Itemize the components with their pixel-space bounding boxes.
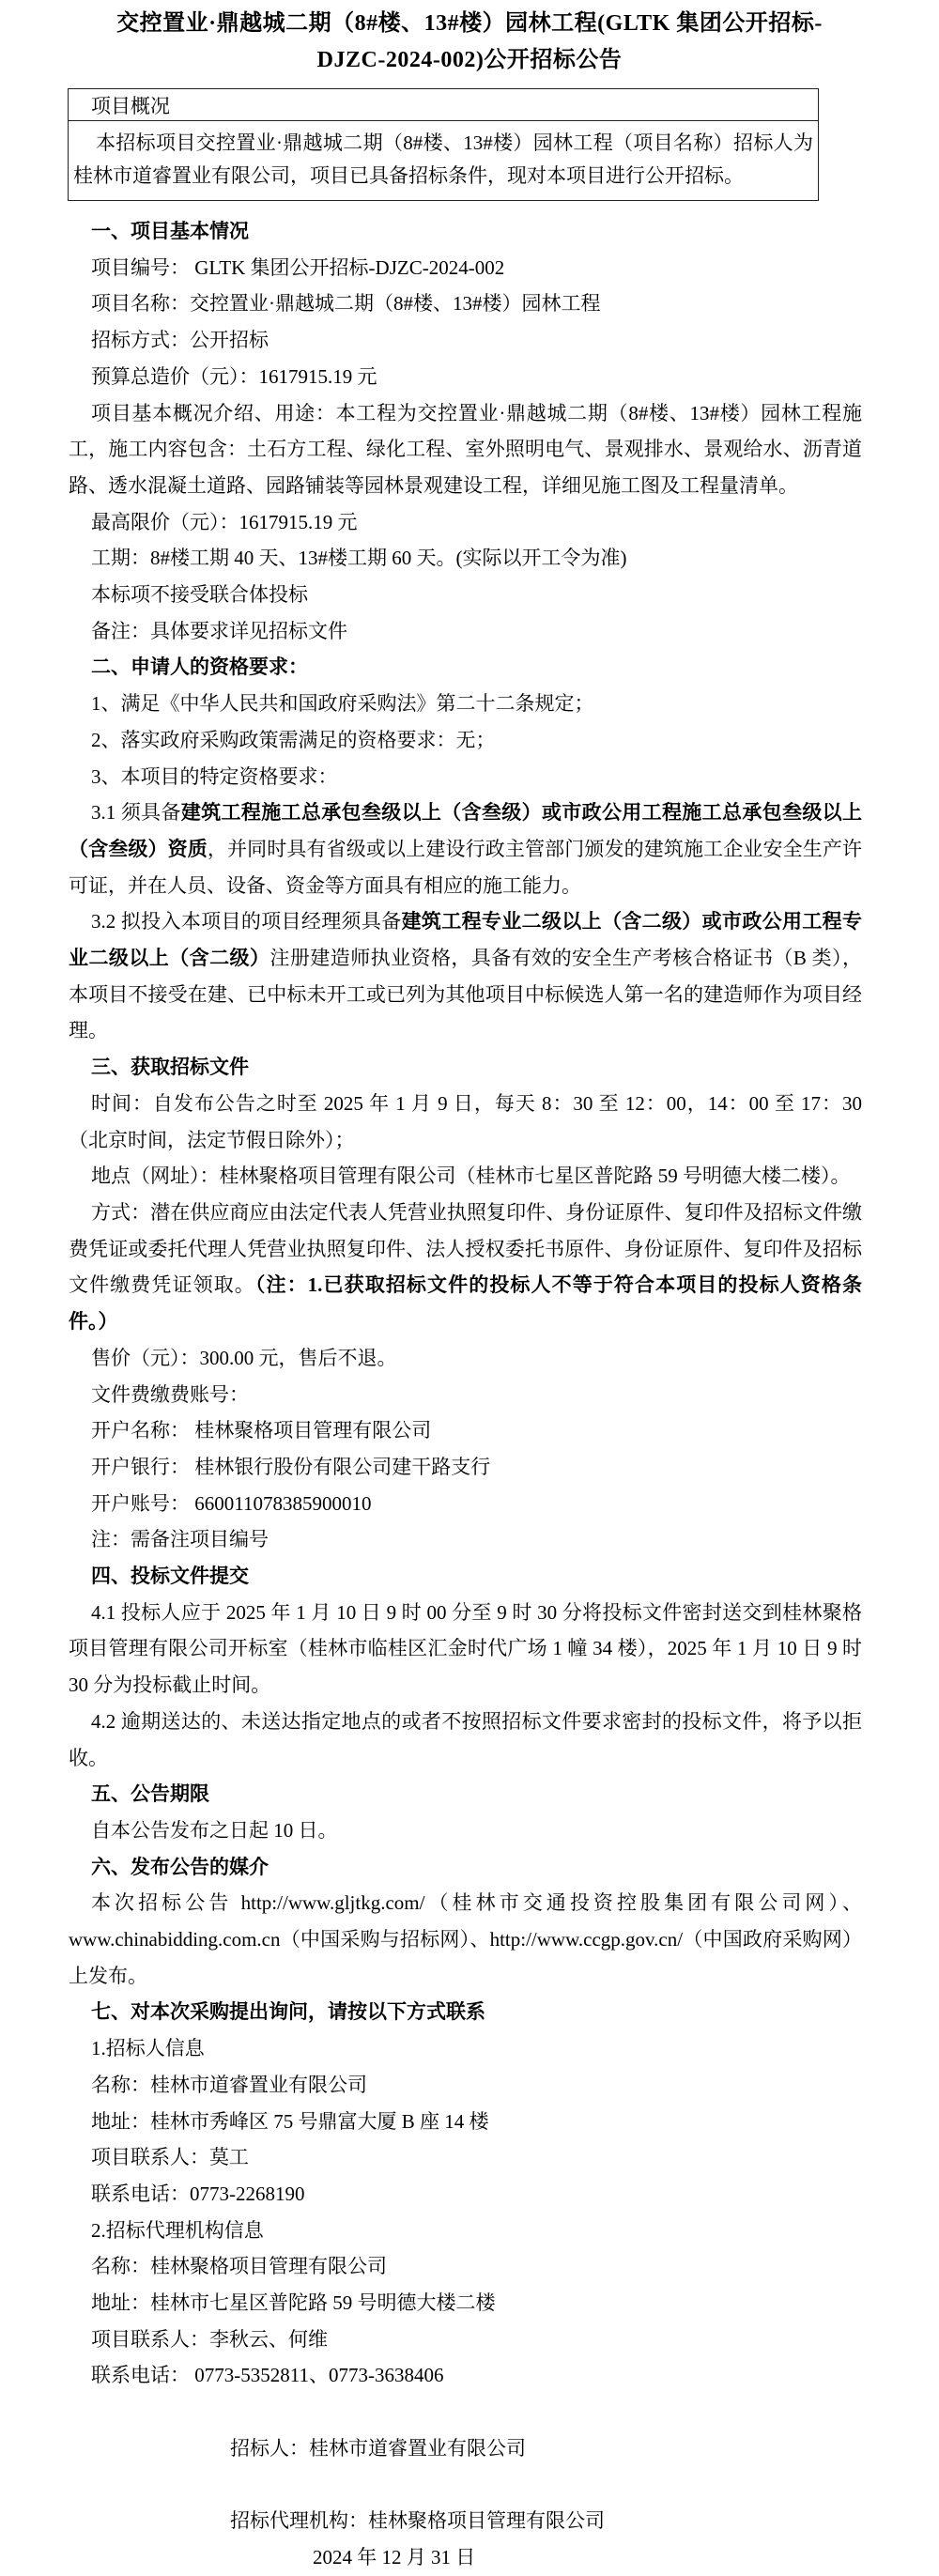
text-run: 方式：潜在供应商应由法定代表人凭营业执照复印件、身份证原件、复印件及招标文件缴费凭证或委托代理人凭营业执照复印件、法人授权委托书原件、身份证原件、复印件及招标文件缴费凭证领取。 bbox=[69, 1200, 862, 1297]
text-run: 4.1 投标人应于 2025 年 1 月 10 日 9 时 00 分至 9 时 30 分将投标文件密封送交到桂林聚格项目管理有限公司开标室（桂林市临桂区汇金时代广场 1 幢 34 楼），2025 年 1 月 10 日 9 时 30 分为投标截止时间。 bbox=[69, 1600, 862, 1697]
paragraph bbox=[69, 504, 862, 541]
text-run: 2.招标代理机构信息 bbox=[91, 2218, 264, 2242]
paragraph bbox=[69, 722, 862, 759]
text-run: 本标项不接受联合体投标 bbox=[91, 583, 308, 607]
overview-body-cell: 本招标项目交控置业·鼎越城二期（8#楼、13#楼）园林工程（项目名称）招标人为桂林市道睿置业有限公司，项目已具备招标条件，现对本项目进行公开招标。 bbox=[69, 121, 819, 201]
overview-body-row bbox=[69, 121, 819, 201]
section-heading bbox=[69, 1849, 862, 1886]
text-run: 注册建造师执业资格，具备有效的安全生产考核合格证书（B 类），本项目不接受在建、已中标未开工或已列为其他项目中标候选人第一名的建造师作为项目经理。 bbox=[69, 947, 862, 1042]
text-run: 一、项目基本情况 bbox=[91, 220, 249, 242]
text-run: 备注：具体要求详见招标文件 bbox=[91, 619, 347, 642]
text-run: 名称：桂林市道睿置业有限公司 bbox=[91, 2073, 367, 2096]
paragraph bbox=[69, 2213, 862, 2249]
text-run: 售价（元）：300.00 元，售后不退。 bbox=[91, 1346, 397, 1369]
spacer-line bbox=[69, 2394, 862, 2430]
text-run: 招标代理机构：桂林聚格项目管理有限公司 bbox=[230, 2509, 605, 2533]
paragraph bbox=[69, 2030, 862, 2067]
paragraph bbox=[69, 1595, 862, 1704]
paragraph bbox=[69, 2321, 862, 2358]
text-run: 开户名称： 桂林聚格项目管理有限公司 bbox=[91, 1419, 432, 1442]
paragraph bbox=[69, 1340, 862, 1377]
text-run: ，并同时具有省级或以上建设行政主管部门颁发的建筑施工企业安全生产许可证，并在人员、设备、资金等方面具有相应的施工能力。 bbox=[69, 837, 863, 897]
text-run: 工期：8#楼工期 40 天、13#楼工期 60 天。(实际以开工令为准) bbox=[91, 547, 627, 570]
text-run: 3.2 拟投入本项目的项目经理须具备 bbox=[91, 910, 402, 933]
paragraph bbox=[69, 285, 862, 322]
text-run: 1.招标人信息 bbox=[91, 2037, 205, 2060]
text-run: 地址：桂林市七星区普陀路 59 号明德大楼二楼 bbox=[91, 2291, 496, 2315]
paragraph bbox=[69, 1812, 862, 1849]
paragraph bbox=[69, 1195, 862, 1340]
text-run: 项目编号： GLTK 集团公开招标-DJZC-2024-002 bbox=[91, 255, 505, 279]
text-run: 自本公告发布之日起 10 日。 bbox=[91, 1818, 338, 1842]
text-run: 联系电话： 0773-5352811、0773-3638406 bbox=[91, 2364, 444, 2387]
paragraph bbox=[69, 540, 862, 577]
text-run: 开户银行： 桂林银行股份有限公司建干路支行 bbox=[91, 1455, 491, 1478]
section-heading bbox=[69, 649, 862, 686]
paragraph bbox=[69, 686, 862, 722]
document-body bbox=[69, 213, 862, 2576]
section-heading bbox=[69, 213, 862, 250]
paragraph bbox=[69, 2248, 862, 2285]
text-run: 项目联系人：莫工 bbox=[91, 2146, 249, 2169]
paragraph bbox=[69, 613, 862, 650]
text-run: 联系电话：0773-2268190 bbox=[91, 2182, 305, 2205]
date-line bbox=[69, 2539, 862, 2576]
text-run: 开户账号： 660011078385900010 bbox=[91, 1491, 372, 1515]
paragraph bbox=[69, 1704, 862, 1776]
text-run: 三、获取招标文件 bbox=[91, 1056, 249, 1079]
text-run: 注：需备注项目编号 bbox=[91, 1528, 269, 1551]
text-run: 五、公告期限 bbox=[91, 1782, 209, 1806]
text-run: 七、对本次采购提出询问，请按以下方式联系 bbox=[91, 2000, 485, 2024]
spacer-line bbox=[69, 2467, 862, 2504]
text-run: 2024 年 12 月 31 日 bbox=[313, 2546, 476, 2568]
section-heading bbox=[69, 1776, 862, 1812]
text-run: 四、投标文件提交 bbox=[91, 1565, 249, 1588]
paragraph bbox=[69, 1486, 862, 1522]
text-run: 项目联系人：李秋云、何维 bbox=[91, 2327, 328, 2351]
paragraph bbox=[69, 1086, 862, 1158]
signature-line bbox=[69, 2430, 862, 2467]
paragraph bbox=[69, 2285, 862, 2321]
text-run: 招标方式：公开招标 bbox=[91, 329, 269, 352]
paragraph bbox=[69, 903, 862, 1049]
text-run: 文件费缴费账号： bbox=[91, 1382, 249, 1406]
text-run: 2、落实政府采购政策需满足的资格要求：无； bbox=[91, 728, 496, 751]
text-run: 4.2 逾期送达的、未送达指定地点的或者不按照招标文件要求密封的投标文件，将予以拒收。 bbox=[69, 1709, 862, 1769]
paragraph bbox=[69, 1158, 862, 1195]
paragraph bbox=[69, 2176, 862, 2213]
document-title: 交控置业·鼎越城二期（8#楼、13#楼）园林工程(GLTK 集团公开招标-DJZC-2024-002)公开招标公告 bbox=[116, 11, 823, 72]
text-run: 项目基本概况介绍、用途：本工程为交控置业·鼎越城二期（8#楼、13#楼）园林工程施工，施工内容包含：土石方工程、绿化工程、室外照明电气、景观排水、景观给水、沥青道路、透水混凝土道路、园路铺装等园林景观建设工程，详细见施工图及工程量清单。 bbox=[69, 401, 862, 497]
text-run: 1、满足《中华人民共和国政府采购法》第二十二条规定； bbox=[91, 692, 594, 716]
paragraph bbox=[69, 1885, 862, 1994]
text-run: 本次招标公告 http://www.gljtkg.com/（桂林市交通投资控股集团有限公司网）、www.chinabidding.com.cn（中国采购与招标网）、http://www.ccgp.gov.cn/（中国政府采购网）上发布。 bbox=[69, 1891, 862, 1987]
text-run: 二、申请人的资格要求： bbox=[91, 656, 308, 679]
section-heading bbox=[69, 1049, 862, 1086]
text-run: 预算总造价（元）：1617915.19 元 bbox=[91, 364, 377, 388]
bold-text-run: 建筑工程专业二级以上（含二级）或市政公用工程专业二级以上（含二级） bbox=[69, 910, 863, 970]
signature-line bbox=[69, 2503, 862, 2539]
paragraph bbox=[69, 2357, 862, 2394]
paragraph bbox=[69, 2139, 862, 2176]
document-page bbox=[0, 6, 939, 2568]
text-run: 3.1 须具备 bbox=[91, 801, 181, 825]
text-run: 项目名称：交控置业·鼎越城二期（8#楼、13#楼）园林工程 bbox=[91, 292, 601, 316]
paragraph bbox=[69, 322, 862, 359]
paragraph bbox=[69, 2067, 862, 2104]
bold-text-run: 建筑工程施工总承包叁级以上（含叁级）或市政公用工程施工总承包叁级以上（含叁级）资质 bbox=[69, 801, 863, 860]
paragraph bbox=[69, 250, 862, 286]
paragraph bbox=[69, 1449, 862, 1486]
paragraph bbox=[69, 2104, 862, 2140]
section-heading bbox=[69, 1558, 862, 1595]
text-run: 名称：桂林聚格项目管理有限公司 bbox=[91, 2255, 387, 2278]
paragraph bbox=[69, 1377, 862, 1413]
paragraph bbox=[69, 759, 862, 795]
overview-header-row bbox=[69, 89, 819, 121]
paragraph bbox=[69, 1521, 862, 1558]
project-overview-table bbox=[68, 88, 819, 201]
section-heading bbox=[69, 1994, 862, 2030]
paragraph bbox=[69, 395, 862, 504]
text-run: 最高限价（元）：1617915.19 元 bbox=[91, 510, 358, 533]
text-run: 时间：自发布公告之时至 2025 年 1 月 9 日，每天 8：30 至 12：00，14：00 至 17：30（北京时间，法定节假日除外）； bbox=[69, 1091, 862, 1151]
text-run: 地址：桂林市秀峰区 75 号鼎富大厦 B 座 14 楼 bbox=[91, 2109, 489, 2133]
text-run: 地点（网址）：桂林聚格项目管理有限公司（桂林市七星区普陀路 59 号明德大楼二楼）。 bbox=[91, 1165, 851, 1188]
overview-header-cell: 项目概况 bbox=[69, 89, 819, 121]
text-run: 招标人：桂林市道睿置业有限公司 bbox=[230, 2436, 526, 2460]
text-run: 3、本项目的特定资格要求： bbox=[91, 764, 338, 788]
text-run: 六、发布公告的媒介 bbox=[91, 1855, 269, 1878]
paragraph bbox=[69, 1412, 862, 1449]
paragraph bbox=[69, 794, 862, 903]
bold-text-run: （注：1.已获取招标文件的投标人不等于符合本项目的投标人资格条件。） bbox=[69, 1273, 862, 1334]
paragraph bbox=[69, 577, 862, 613]
paragraph bbox=[69, 359, 862, 395]
